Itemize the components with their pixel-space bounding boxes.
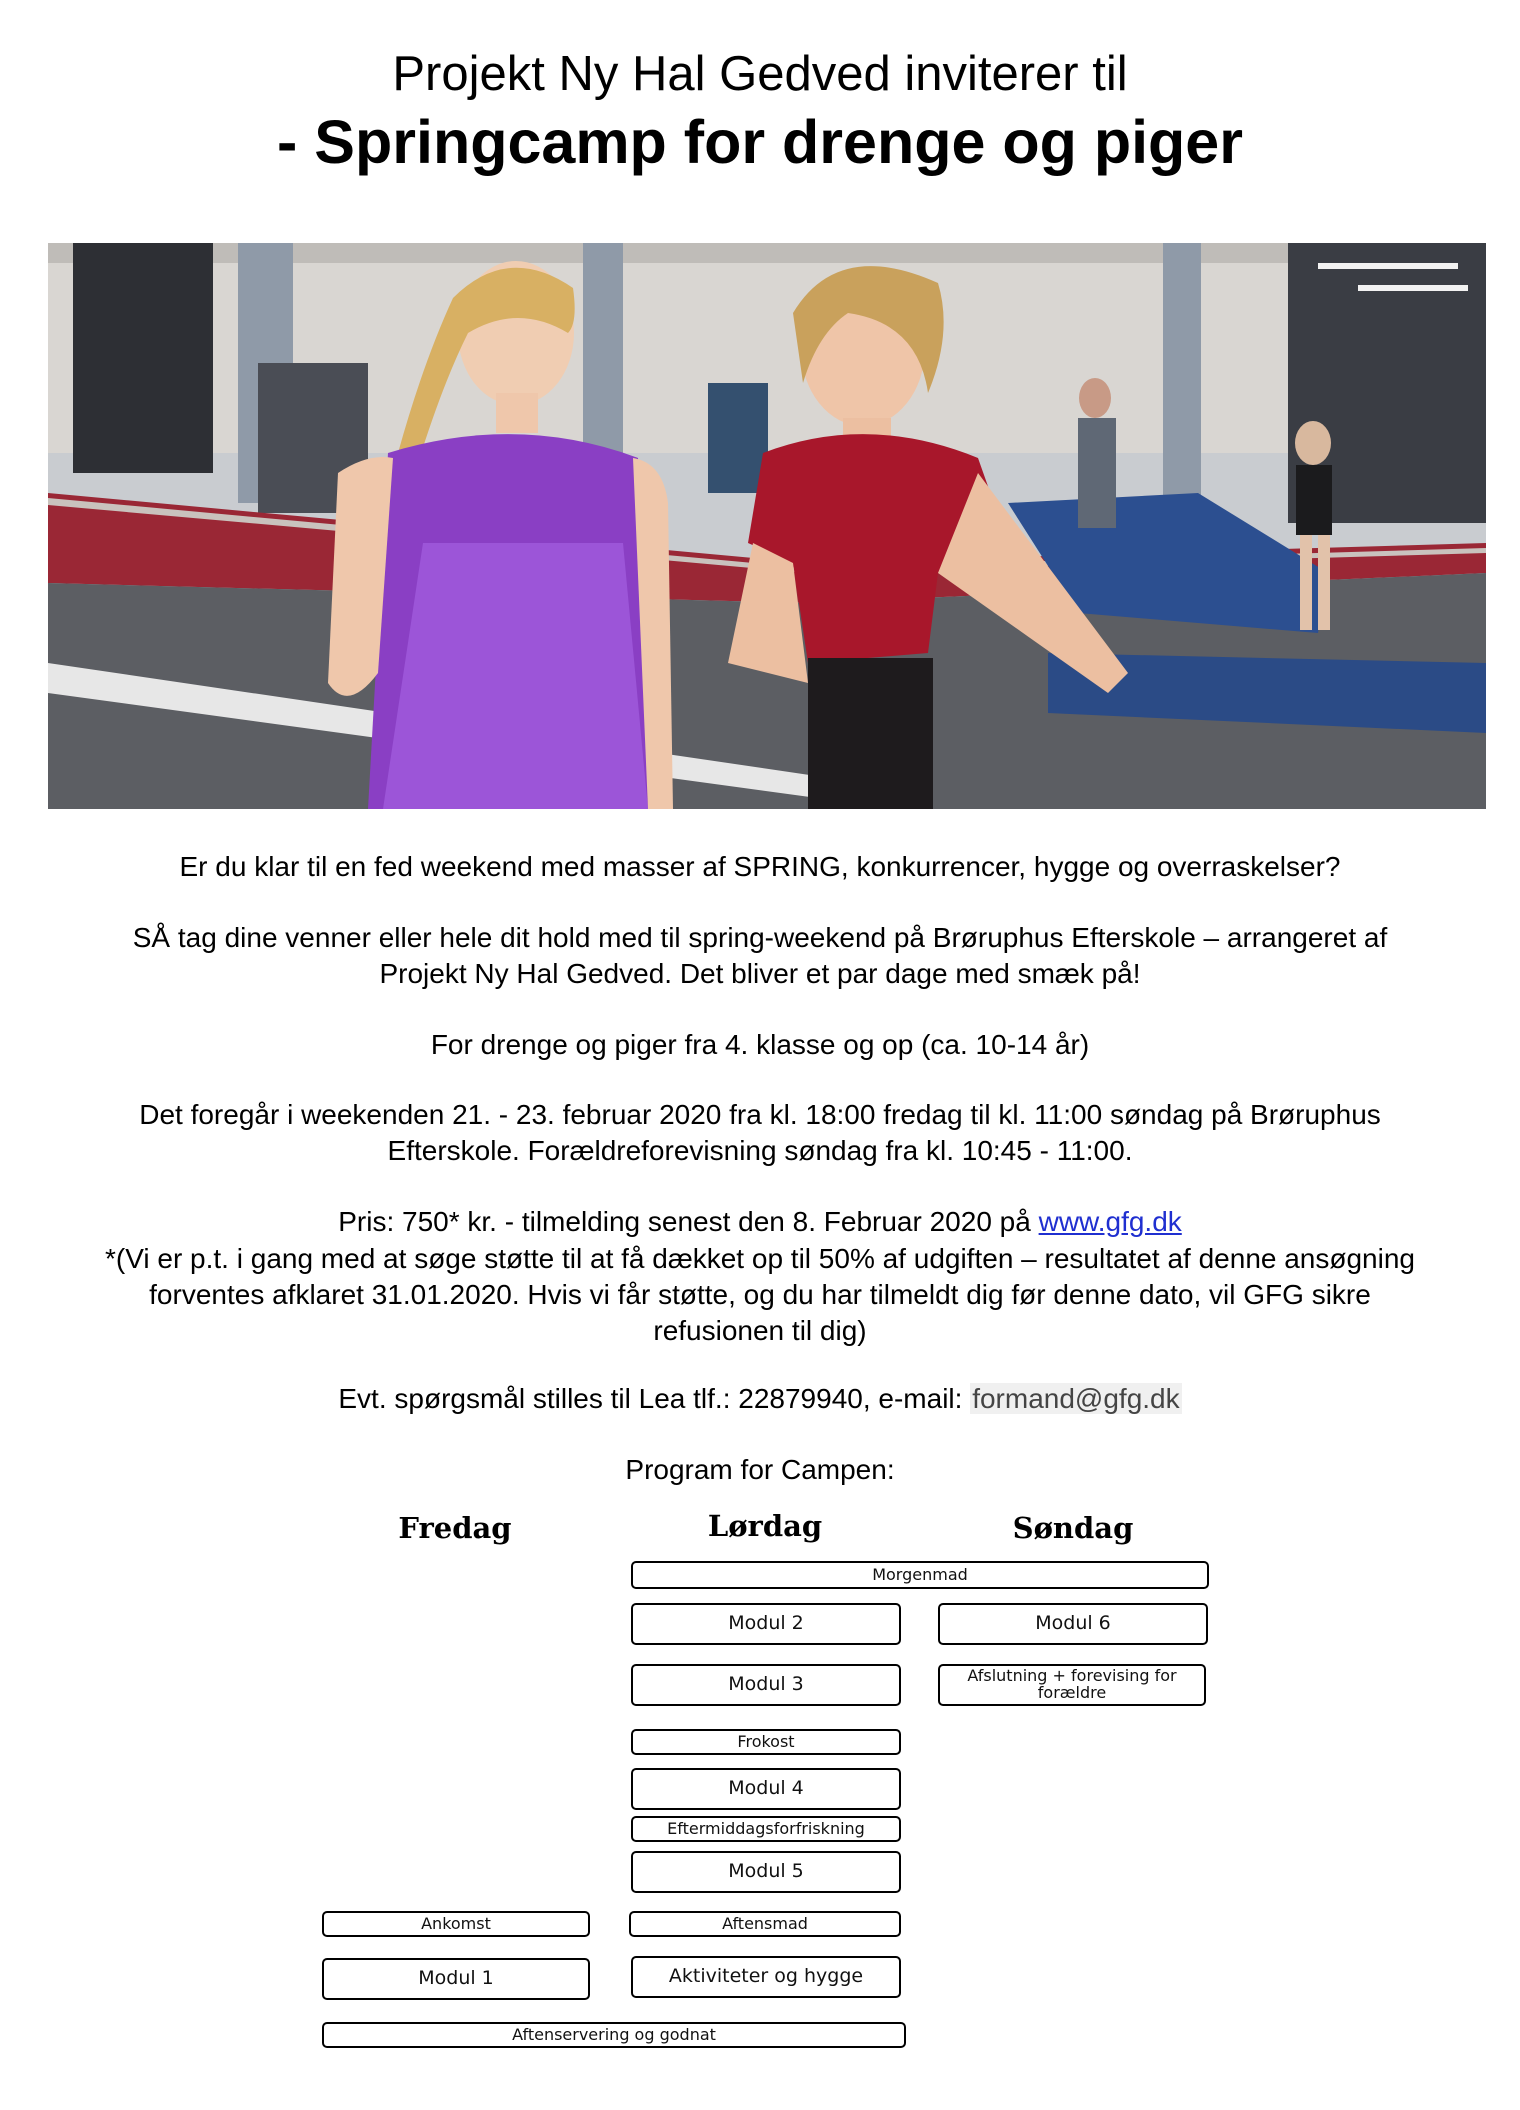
intro-question: Er du klar til en fed weekend med masser af SPRING, konkurrencer, hygge og overraskelser? — [179, 851, 1341, 882]
contact-text: Evt. spørgsmål stilles til Lea tlf.: 22879940, e-mail: — [338, 1383, 971, 1414]
invite-paragraph — [0, 920, 1520, 992]
program-title: Program for Campen: — [625, 1454, 895, 1485]
support-line-1: *(Vi er p.t. i gang med at søge støtte til at få dækket op til 50% af udgiften – resultatet af denne ansøgning — [104, 1243, 1415, 1274]
invite-line-1: SÅ tag dine venner eller hele dit hold med til spring-weekend på Brøruphus Efterskole – arrangeret af — [132, 922, 1388, 953]
schedule-frokost: Frokost — [631, 1729, 901, 1755]
dates-line-1: Det foregår i weekenden 21. - 23. februar 2020 fra kl. 18:00 fredag til kl. 11:00 søndag på Brøruphus — [139, 1099, 1381, 1130]
day-heading-fredag: Fredag — [398, 1511, 512, 1545]
dates-line-2: Efterskole. Forældreforevisning søndag fra kl. 10:45 - 11:00. — [387, 1135, 1133, 1166]
schedule-modul-5: Modul 5 — [631, 1851, 901, 1893]
dates-paragraph — [0, 1097, 1520, 1169]
contact-line — [0, 1381, 1520, 1417]
invite-line-2: Projekt Ny Hal Gedved. Det bliver et par dage med smæk på! — [379, 958, 1141, 989]
schedule-modul-6: Modul 6 — [938, 1603, 1208, 1645]
schedule-afslutning — [938, 1664, 1206, 1706]
day-heading-lordag: Lørdag — [707, 1509, 823, 1543]
photo-illustration — [48, 243, 1486, 809]
schedule-ankomst: Ankomst — [322, 1911, 590, 1937]
afslutning-line-1: Afslutning + forevising for — [967, 1666, 1177, 1686]
schedule-modul-1: Modul 1 — [322, 1958, 590, 2000]
support-note — [30, 1241, 1490, 1349]
support-line-2: forventes afklaret 31.01.2020. Hvis vi får støtte, og du har tilmeldt dig før denne dato, vil GFG sikre — [149, 1279, 1371, 1310]
schedule-modul-2: Modul 2 — [631, 1603, 901, 1645]
schedule-modul-4: Modul 4 — [631, 1768, 901, 1810]
flyer-title: - Springcamp for drenge og piger — [277, 108, 1243, 176]
afslutning-line-2: forældre — [1037, 1683, 1107, 1702]
age-group-text: For drenge og piger fra 4. klasse og op (ca. 10-14 år) — [430, 1029, 1090, 1060]
schedule-eftermiddag: Eftermiddagsforfriskning — [631, 1816, 901, 1842]
support-line-3: refusionen til dig) — [653, 1315, 867, 1346]
schedule-aftenservering: Aftenservering og godnat — [322, 2022, 906, 2048]
schedule-aftensmad: Aftensmad — [629, 1911, 901, 1937]
signup-link[interactable]: www.gfg.dk — [1038, 1206, 1182, 1237]
flyer-subtitle: Projekt Ny Hal Gedved inviterer til — [392, 47, 1128, 101]
schedule-aktiviteter: Aktiviteter og hygge — [631, 1956, 901, 1998]
day-heading-sondag: Søndag — [1012, 1511, 1134, 1545]
price-line — [0, 1204, 1520, 1240]
price-text: Pris: 750* kr. - tilmelding senest den 8. Februar 2020 på — [338, 1206, 1039, 1237]
schedule-modul-3: Modul 3 — [631, 1664, 901, 1706]
photo-two-girls-gym — [48, 243, 1486, 809]
schedule-morgenmad: Morgenmad — [631, 1561, 1209, 1589]
contact-email[interactable]: formand@gfg.dk — [972, 1383, 1180, 1414]
